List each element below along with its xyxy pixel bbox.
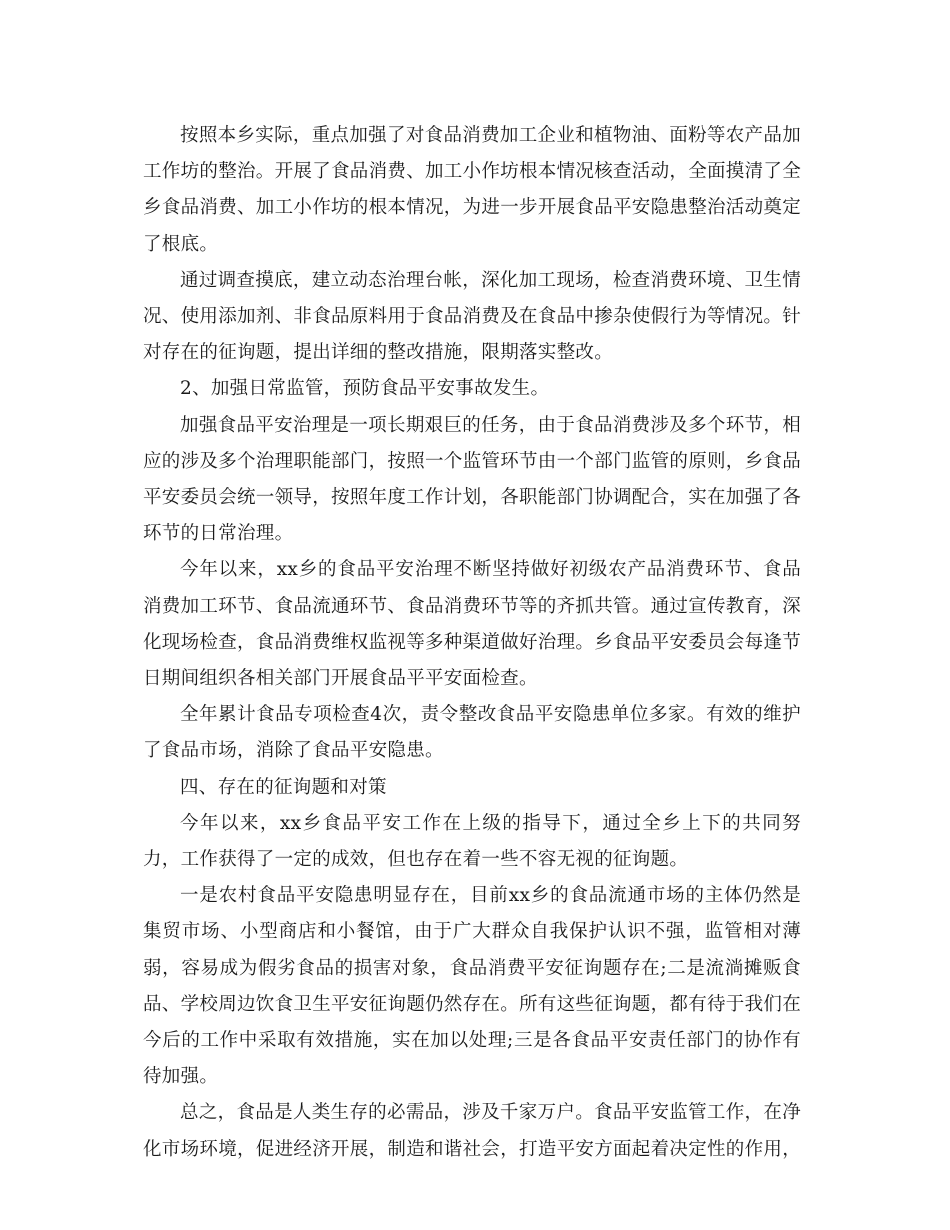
paragraph: 今年以来，xx乡的食品平安治理不断坚持做好初级农产品消费环节、食品消费加工环节、食品流通环节、食品消费环节等的齐抓共管。通过宣传教育，深化现场检查，食品消费维权监视等多种渠道做好治理。乡食品平安委员会每逢节日期间组织各相关部门开展食品平平安面检查。 bbox=[143, 559, 802, 690]
paragraph: 全年累计食品专项检查4次，责令整改食品平安隐患单位多家。有效的维护了食品市场，消除了食品平安隐患。 bbox=[143, 704, 801, 762]
paragraph: 一是农村食品平安隐患明显存在，目前xx乡的食品流通市场的主体仍然是集贸市场、小型商店和小餐馆，由于广大群众自我保护认识不强，监管相对薄弱，容易成为假劣食品的损害对象，食品消费平安征询题存在;二是流淌摊贩食品、学校周边饮食卫生平安征询题仍然存在。所有这些征询题，都有待于我们在今后的工作中采取有效措施，实在加以处理;三是各食品平安责任部门的协作有待加强。 bbox=[143, 885, 802, 1088]
document-body bbox=[143, 118, 801, 1168]
section-heading: 四、存在的征询题和对策 bbox=[180, 776, 387, 798]
paragraph: 通过调查摸底，建立动态治理台帐，深化加工现场，检查消费环境、卫生情况、使用添加剂、非食品原料用于食品消费及在食品中掺杂使假行为等情况。针对存在的征询题，提出详细的整改措施，限期落实整改。 bbox=[143, 269, 802, 364]
paragraph: 加强食品平安治理是一项长期艰巨的任务，由于食品消费涉及多个环节，相应的涉及多个治理职能部门，按照一个监管环节由一个部门监管的原则，乡食品平安委员会统一领导，按照年度工作计划，各职能部门协调配合，实在加强了各环节的日常治理。 bbox=[143, 414, 802, 545]
section-heading: 2、加强日常监管，预防食品平安事故发生。 bbox=[180, 378, 550, 400]
paragraph: 总之，食品是人类生存的必需品，涉及千家万户。食品平安监管工作，在净化市场环境，促进经济开展，制造和谐社会，打造平安方面起着决定性的作用， bbox=[143, 1102, 802, 1160]
paragraph: 按照本乡实际，重点加强了对食品消费加工企业和植物油、面粉等农产品加工作坊的整治。开展了食品消费、加工小作坊根本情况核查活动，全面摸清了全乡食品消费、加工小作坊的根本情况，为进一步开展食品平安隐患整治活动奠定了根底。 bbox=[143, 125, 802, 255]
paragraph: 今年以来，xx乡食品平安工作在上级的指导下，通过全乡上下的共同努力，工作获得了一定的成效，但也存在着一些不容无视的征询题。 bbox=[143, 812, 801, 871]
